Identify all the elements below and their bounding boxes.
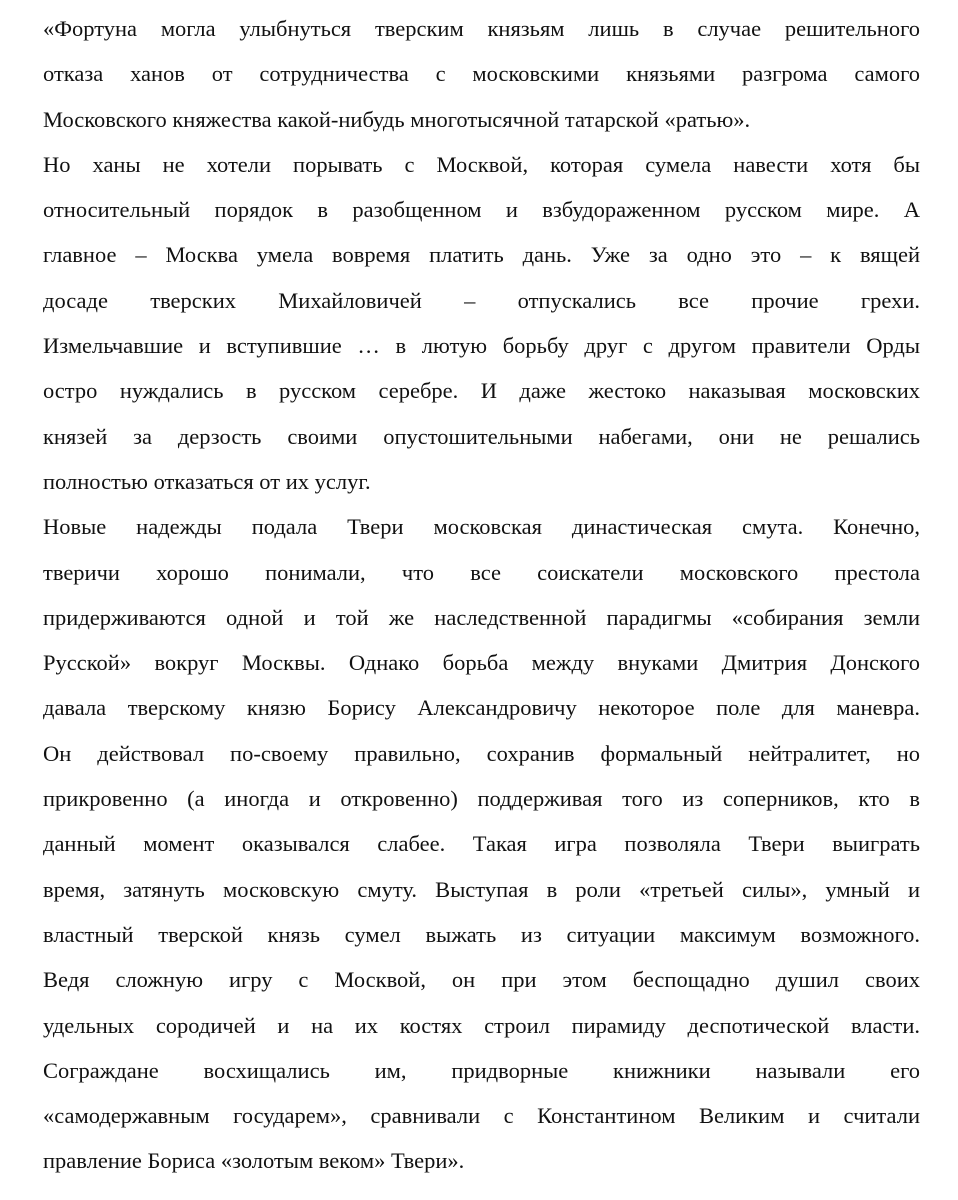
text-line: Он действовал по-своему правильно, сохранив формальный нейтралитет, но	[43, 740, 920, 766]
text-line: Московского княжества какой-нибудь многотысячной татарской «ратью».	[43, 106, 751, 132]
text-line: властный тверской князь сумел выжать из ситуации максимум возможного.	[43, 921, 920, 947]
text-line: Русской» вокруг Москвы. Однако борьба между внуками Дмитрия Донского	[43, 650, 920, 676]
text-line: Но ханы не хотели порывать с Москвой, которая сумела навести хотя бы	[43, 151, 920, 177]
text-line: придерживаются одной и той же наследственной парадигмы «собирания земли	[43, 604, 920, 630]
text-line: Новые надежды подала Твери московская династическая смута. Конечно,	[43, 514, 920, 540]
text-line: князей за дерзость своими опустошительными набегами, они не решались	[43, 423, 920, 449]
document-page	[43, 6, 920, 1184]
text-line: остро нуждались в русском серебре. И даже жестоко наказывая московских	[43, 378, 920, 404]
text-line: главное – Москва умела вовремя платить дань. Уже за одно это – к вящей	[43, 242, 920, 268]
text-line: прикровенно (а иногда и откровенно) поддерживая того из соперников, кто в	[43, 786, 920, 812]
text-line: данный момент оказывался слабее. Такая игра позволяла Твери выиграть	[43, 831, 920, 857]
text-line: время, затянуть московскую смуту. Выступая в роли «третьей силы», умный и	[43, 876, 920, 902]
text-line: досаде тверских Михайловичей – отпускались все прочие грехи.	[43, 287, 920, 313]
text-line: правление Бориса «золотым веком» Твери».	[43, 1148, 465, 1174]
text-line: тверичи хорошо понимали, что все соискатели московского престола	[43, 559, 920, 585]
text-line: Ведя сложную игру с Москвой, он при этом беспощадно душил своих	[43, 967, 920, 993]
text-line: «самодержавным государем», сравнивали с Константином Великим и считали	[43, 1103, 920, 1129]
text-line: Сограждане восхищались им, придворные книжники называли его	[43, 1057, 920, 1083]
text-line: относительный порядок в разобщенном и взбудораженном русском мире. А	[43, 197, 920, 223]
text-line: полностью отказаться от их услуг.	[43, 468, 371, 494]
text-line: отказа ханов от сотрудничества с московскими князьями разгрома самого	[43, 61, 920, 87]
text-line: «Фортуна могла улыбнуться тверским князьям лишь в случае решительного	[43, 16, 920, 41]
text-line: Измельчавшие и вступившие … в лютую борьбу друг с другом правители Орды	[43, 333, 920, 359]
text-line: давала тверскому князю Борису Александровичу некоторое поле для маневра.	[43, 695, 920, 721]
text-line: удельных сородичей и на их костях строил пирамиду деспотической власти.	[43, 1012, 920, 1038]
